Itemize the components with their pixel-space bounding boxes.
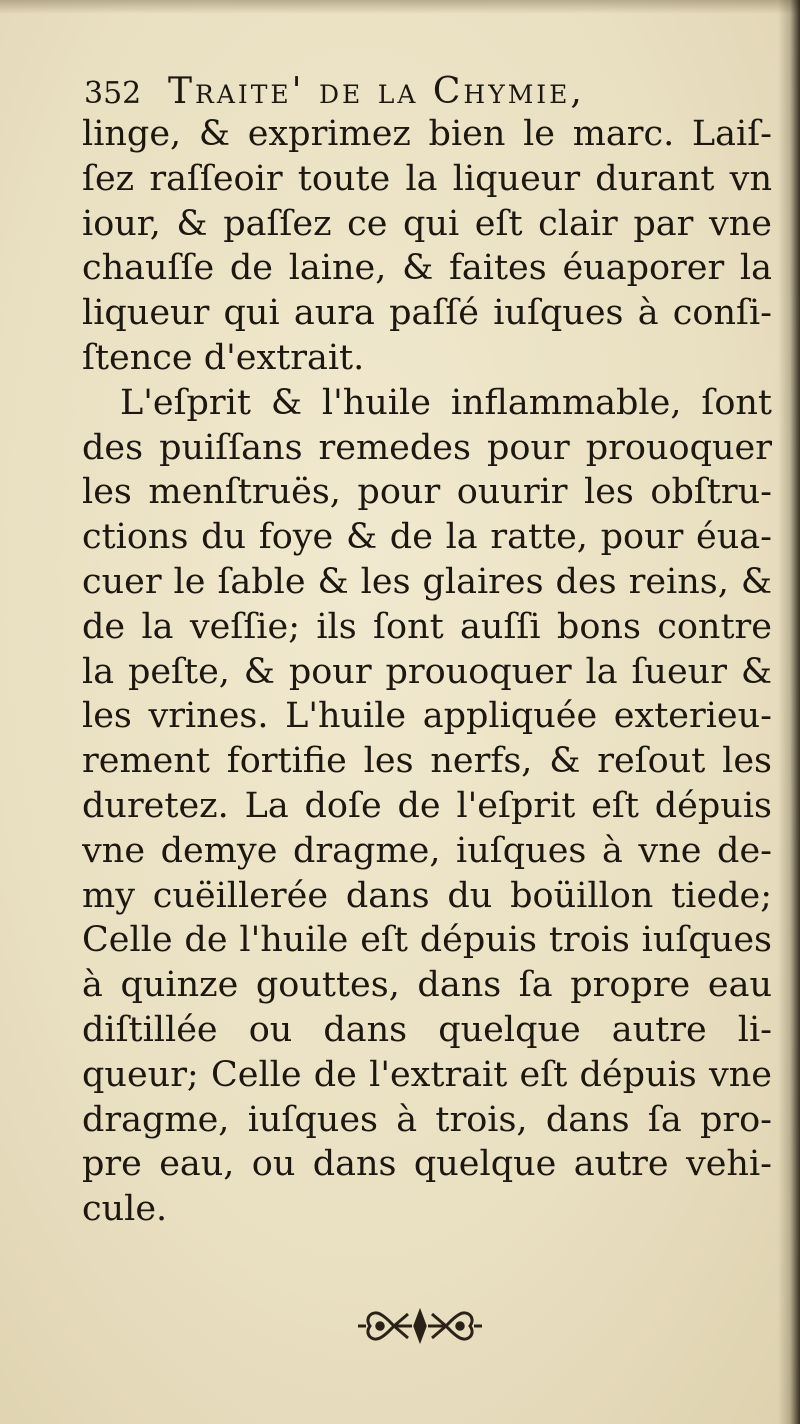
text-line: liqueur qui aura paſſé iuſques à conſi- bbox=[82, 293, 772, 334]
text-line: diſtillée ou dans quelque autre li- bbox=[82, 1009, 772, 1050]
text-line: des puiſſans remedes pour prouoquer bbox=[82, 427, 772, 468]
text-line: ctions du foye & de la ratte, pour éua- bbox=[82, 517, 772, 558]
text-line: les vrines. L'huile appliquée exterieu- bbox=[82, 696, 772, 737]
page-gutter-shadow bbox=[778, 0, 800, 1424]
text-line: cule. bbox=[82, 1189, 168, 1230]
text-line: linge, & exprimez bien le marc. Laiſ- bbox=[82, 114, 772, 154]
text-line: vne demye dragme, iuſques à vne de- bbox=[82, 830, 772, 871]
text-line: cuer le ſable & les glaires des reins, & bbox=[82, 561, 772, 602]
page-number: 352 bbox=[84, 76, 142, 111]
text-line: queur; Celle de l'extrait eſt dépuis vne bbox=[82, 1054, 772, 1095]
text-line: de la veſſie; ils ſont auſſi bons contre bbox=[82, 606, 772, 647]
text-line: L'eſprit & l'huile inflammable, ſont bbox=[120, 382, 772, 423]
text-line: duretez. La doſe de l'eſprit eſt dépuis bbox=[82, 785, 772, 826]
text-line: les menſtruës, pour ouurir les obſtru- bbox=[82, 472, 772, 513]
running-title: Traite' de la Chymie, bbox=[167, 71, 585, 112]
text-line: pre eau, ou dans quelque autre vehi- bbox=[82, 1144, 772, 1185]
text-line: la peſte, & pour prouoquer la ſueur & bbox=[82, 651, 772, 692]
text-line: chauſſe de laine, & faites éuaporer la bbox=[82, 248, 772, 289]
page-header bbox=[84, 60, 774, 120]
text-line: my cuëillerée dans du boüillon tiede; bbox=[82, 875, 772, 916]
body-text bbox=[82, 112, 772, 1232]
text-line: Celle de l'huile eſt dépuis trois iuſques bbox=[82, 920, 772, 961]
fleuron-ornament-icon bbox=[350, 1296, 490, 1356]
text-line: dragme, iuſques à trois, dans ſa pro- bbox=[82, 1099, 772, 1140]
text-line: ſez raſſeoir toute la liqueur durant vn bbox=[82, 158, 772, 199]
page-top-shadow bbox=[0, 0, 800, 14]
text-line: iour, & paſſez ce qui eſt clair par vne bbox=[82, 203, 772, 244]
text-line: ſtence d'extrait. bbox=[82, 337, 365, 378]
text-line: à quinze gouttes, dans ſa propre eau bbox=[82, 965, 772, 1006]
text-line: rement fortifie les nerfs, & reſout les bbox=[82, 741, 772, 782]
